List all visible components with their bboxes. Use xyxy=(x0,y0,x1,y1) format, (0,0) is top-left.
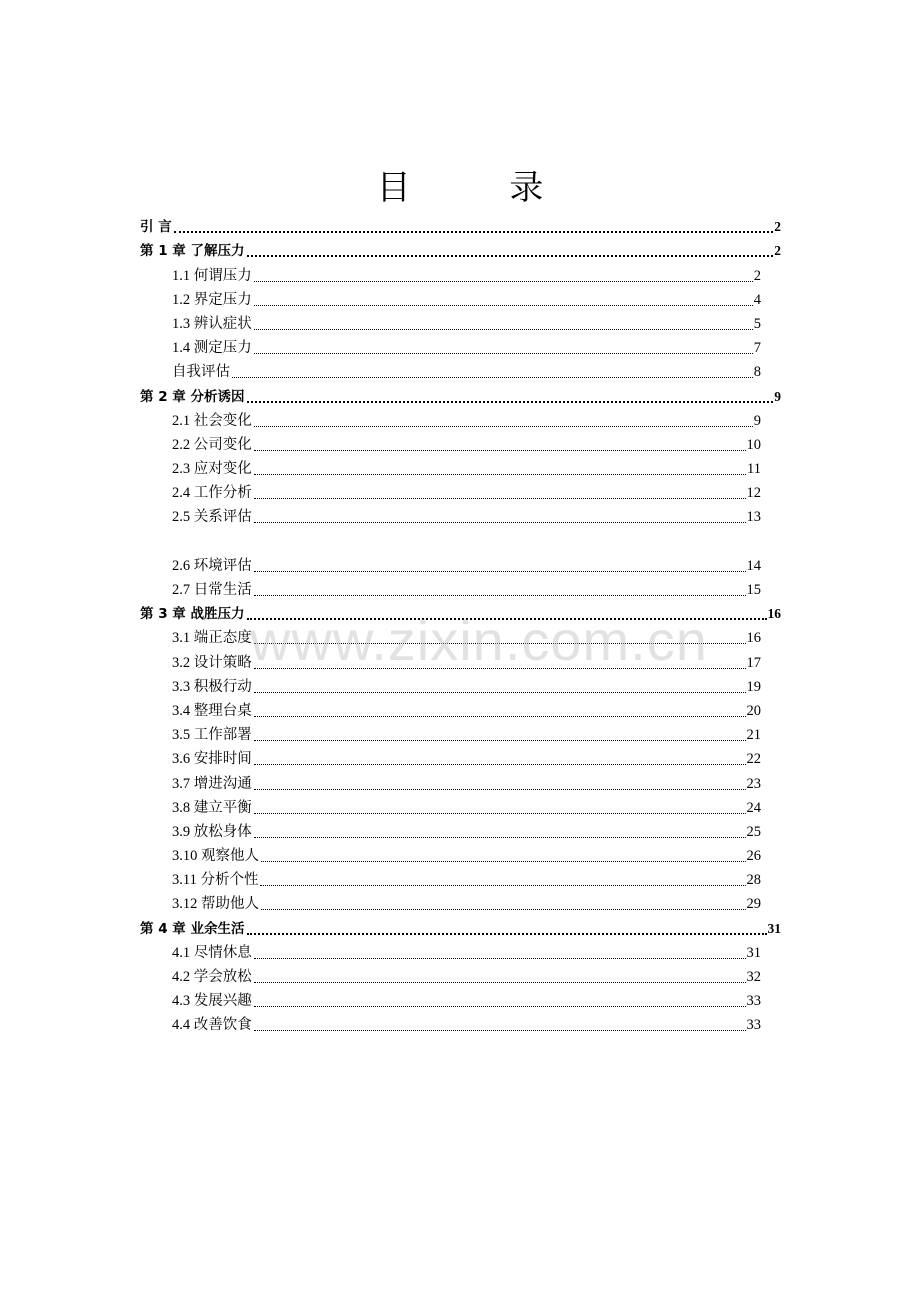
toc-dot-leader xyxy=(247,614,767,620)
toc-section-entry[interactable] xyxy=(140,430,781,454)
toc-chapter-entry[interactable] xyxy=(140,236,781,260)
toc-section-entry[interactable] xyxy=(140,889,781,913)
toc-entry-label: 3.7 增进沟通 xyxy=(172,775,252,792)
toc-section-entry[interactable] xyxy=(140,575,781,599)
toc-dot-leader xyxy=(254,1002,746,1007)
toc-page-number: 22 xyxy=(746,751,761,768)
toc-page-number: 21 xyxy=(746,727,761,744)
toc-page-number: 2 xyxy=(753,267,761,284)
toc-entry-label: 1.3 辨认症状 xyxy=(172,315,252,332)
toc-entry-label: 引 言 xyxy=(140,219,172,236)
toc-chapter-entry[interactable] xyxy=(140,381,781,405)
toc-dot-leader xyxy=(254,978,746,983)
toc-page-number: 13 xyxy=(746,509,761,526)
toc-entry-label: 2.3 应对变化 xyxy=(172,461,252,478)
toc-page-number: 2 xyxy=(774,219,781,235)
toc-dot-leader xyxy=(254,349,753,354)
toc-dot-leader xyxy=(254,325,753,330)
toc-entry-label: 1.2 界定压力 xyxy=(172,291,252,308)
toc-entry-label: 第 2 章 分析诱因 xyxy=(140,388,245,405)
toc-entry-label: 4.2 学会放松 xyxy=(172,969,252,985)
toc-dot-leader xyxy=(232,373,753,378)
toc-dot-leader xyxy=(254,591,746,596)
toc-dot-leader xyxy=(174,227,774,233)
toc-dot-leader xyxy=(247,251,774,257)
toc-entry-label: 3.12 帮助他人 xyxy=(172,896,259,913)
toc-entry-label: 4.1 尽情休息 xyxy=(172,944,252,961)
toc-dot-leader xyxy=(254,567,746,572)
toc-page-number: 16 xyxy=(767,606,781,622)
toc-section-entry[interactable] xyxy=(140,696,781,720)
toc-entry-label: 4.3 发展兴趣 xyxy=(172,993,252,1010)
toc-section-entry[interactable] xyxy=(140,551,781,575)
toc-dot-leader xyxy=(254,785,746,790)
toc-entry-label: 2.4 工作分析 xyxy=(172,485,252,502)
toc-section-entry[interactable] xyxy=(140,454,781,478)
toc-dot-leader xyxy=(254,760,746,765)
toc-page-number: 12 xyxy=(746,485,761,502)
toc-section-entry[interactable] xyxy=(140,841,781,865)
toc-chapter-entry[interactable] xyxy=(140,212,781,236)
toc-section-entry[interactable] xyxy=(140,865,781,889)
toc-page-number: 5 xyxy=(753,315,761,332)
toc-page-number: 20 xyxy=(746,702,761,719)
toc-page-number: 23 xyxy=(746,775,761,792)
toc-dot-leader xyxy=(254,688,746,693)
toc-entry-label: 第 1 章 了解压力 xyxy=(140,243,245,260)
toc-dot-leader xyxy=(261,857,746,862)
toc-page-number: 28 xyxy=(746,872,761,889)
toc-entry-label: 3.3 积极行动 xyxy=(172,678,252,695)
toc-entry-label: 1.4 测定压力 xyxy=(172,340,252,357)
toc-section-entry[interactable] xyxy=(140,333,781,357)
table-of-contents xyxy=(140,212,781,1034)
toc-section-entry[interactable] xyxy=(140,986,781,1010)
toc-page-number: 4 xyxy=(753,291,761,308)
toc-dot-leader xyxy=(254,518,746,523)
page-title: 目 录 xyxy=(376,168,588,208)
toc-entry-label: 3.6 安排时间 xyxy=(172,751,252,768)
toc-page-number: 9 xyxy=(774,388,781,404)
toc-dot-leader xyxy=(254,833,746,838)
toc-dot-leader xyxy=(254,664,746,669)
toc-section-entry[interactable] xyxy=(140,647,781,671)
toc-entry-label: 3.9 放松身体 xyxy=(172,823,252,840)
toc-page-number: 25 xyxy=(746,823,761,840)
toc-dot-leader xyxy=(254,809,746,814)
toc-section-entry[interactable] xyxy=(140,309,781,333)
toc-page-number: 33 xyxy=(746,993,761,1010)
toc-section-entry[interactable] xyxy=(140,1010,781,1034)
toc-dot-leader xyxy=(261,905,746,910)
toc-page-number: 11 xyxy=(747,461,761,478)
toc-section-entry[interactable] xyxy=(140,744,781,768)
toc-entry-label: 3.11 分析个性 xyxy=(172,872,259,889)
toc-dot-leader xyxy=(254,277,753,282)
toc-dot-leader xyxy=(254,639,746,644)
toc-dot-leader xyxy=(254,712,746,717)
toc-section-entry[interactable] xyxy=(140,672,781,696)
toc-page-number: 33 xyxy=(746,1017,761,1034)
toc-entry-label: 2.1 社会变化 xyxy=(172,412,252,429)
toc-page-number: 32 xyxy=(746,969,761,985)
toc-dot-leader xyxy=(254,954,746,959)
toc-section-entry[interactable] xyxy=(140,357,781,381)
toc-page-number: 31 xyxy=(767,920,781,936)
toc-entry-label: 3.8 建立平衡 xyxy=(172,799,252,816)
toc-page-number: 14 xyxy=(746,557,761,574)
toc-entry-label: 1.1 何谓压力 xyxy=(172,267,252,284)
toc-entry-label: 第 4 章 业余生活 xyxy=(140,920,245,937)
toc-entry-label: 自我评估 xyxy=(172,364,230,381)
toc-entry-label: 4.4 改善饮食 xyxy=(172,1017,252,1034)
toc-section-entry[interactable] xyxy=(140,720,781,744)
toc-entry-label: 3.4 整理台桌 xyxy=(172,702,252,719)
toc-chapter-entry[interactable] xyxy=(140,913,781,937)
toc-dot-leader xyxy=(260,881,745,886)
toc-page-number: 26 xyxy=(746,848,761,865)
toc-dot-leader xyxy=(254,470,746,475)
toc-page-number: 31 xyxy=(746,944,761,961)
toc-dot-leader xyxy=(254,494,746,499)
toc-section-entry[interactable] xyxy=(140,406,781,430)
toc-entry-label: 3.5 工作部署 xyxy=(172,727,252,744)
toc-section-entry[interactable] xyxy=(140,260,781,284)
toc-section-entry[interactable] xyxy=(140,793,781,817)
toc-entry-label: 3.2 设计策略 xyxy=(172,654,252,671)
toc-entry-label: 2.5 关系评估 xyxy=(172,509,252,526)
watermark: www.zixin.com.cn xyxy=(250,609,708,672)
toc-dot-leader xyxy=(247,929,767,935)
toc-dot-leader xyxy=(254,446,746,451)
toc-chapter-entry[interactable] xyxy=(140,599,781,623)
toc-page-number: 24 xyxy=(746,799,761,816)
toc-section-entry[interactable] xyxy=(140,285,781,309)
toc-page-number: 29 xyxy=(746,896,761,913)
toc-entry-label: 2.7 日常生活 xyxy=(172,582,252,598)
toc-spacer xyxy=(140,526,781,550)
toc-page-number: 8 xyxy=(753,364,761,381)
toc-page-number: 2 xyxy=(774,243,781,259)
toc-entry-label: 2.6 环境评估 xyxy=(172,557,252,574)
toc-page-number: 7 xyxy=(753,340,761,357)
toc-dot-leader xyxy=(254,1026,746,1031)
toc-entry-label: 第 3 章 战胜压力 xyxy=(140,606,245,623)
toc-page-number: 17 xyxy=(746,654,761,671)
toc-page-number: 15 xyxy=(746,582,761,598)
toc-section-entry[interactable] xyxy=(140,938,781,962)
toc-entry-label: 3.1 端正态度 xyxy=(172,630,252,647)
toc-section-entry[interactable] xyxy=(140,768,781,792)
toc-entry-label: 3.10 观察他人 xyxy=(172,848,259,865)
toc-page-number: 10 xyxy=(746,436,761,453)
toc-section-entry[interactable] xyxy=(140,623,781,647)
toc-section-entry[interactable] xyxy=(140,817,781,841)
toc-section-entry[interactable] xyxy=(140,962,781,986)
toc-page-number: 19 xyxy=(746,678,761,695)
toc-dot-leader xyxy=(254,422,753,427)
toc-page-number: 16 xyxy=(746,630,761,647)
toc-dot-leader xyxy=(254,301,753,306)
toc-dot-leader xyxy=(247,397,774,403)
toc-entry-label: 2.2 公司变化 xyxy=(172,436,252,453)
toc-section-entry[interactable] xyxy=(140,502,781,526)
toc-section-entry[interactable] xyxy=(140,478,781,502)
toc-page-number: 9 xyxy=(753,412,761,429)
toc-dot-leader xyxy=(254,736,746,741)
